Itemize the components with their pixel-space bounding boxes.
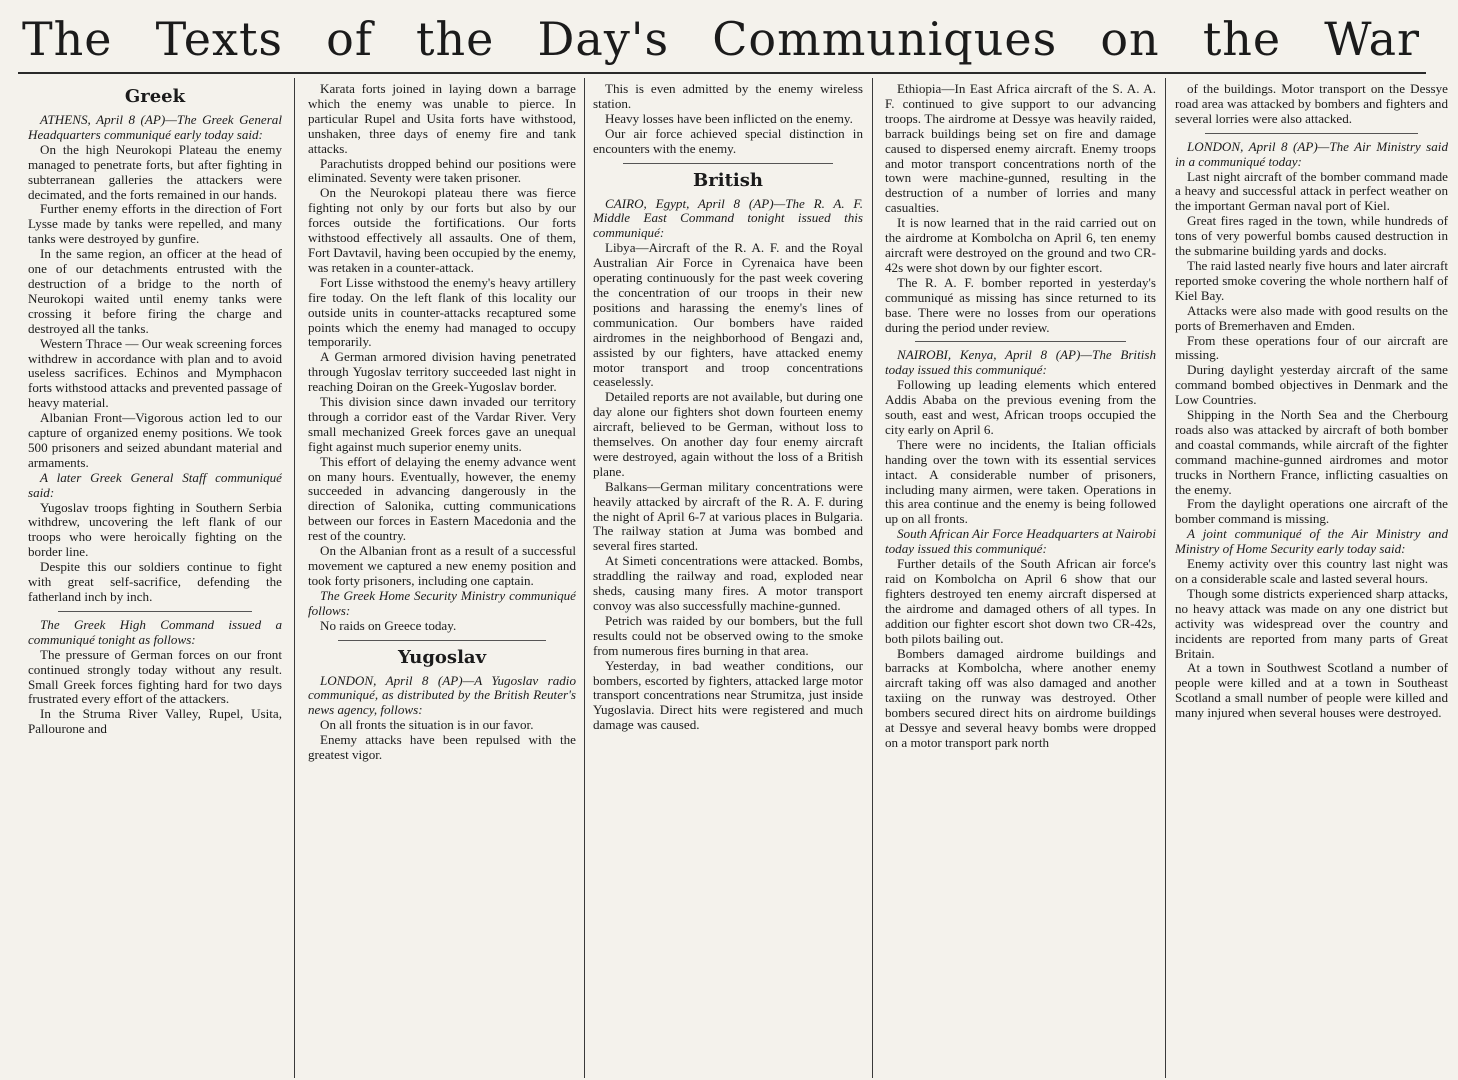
- paragraph: Parachutists dropped behind our positions were eliminated. Seventy were taken prisoner.: [308, 155, 576, 186]
- paragraph: Enemy activity over this country last night was on a considerable scale and lasted several hours.: [1175, 556, 1448, 586]
- headline-rule: [18, 72, 1426, 74]
- paragraph: A German armored division having penetrated through Yugoslav territory succeeded last night in reaching Doiran on the Greek-Yugoslav border.: [308, 349, 576, 395]
- paragraph: Libya—Aircraft of the R. A. F. and the Royal Australian Air Force in Cyrenaica have been operating continuously for the past week covering the concentration of our troops in their new positions and harassing the enemy's lines of communication. Our bombers have raided airdromes in the neighborhood of Bengazi and, assisted by our fighters, have attacked enemy motor transport and troop concentrations ceaselessly.: [593, 240, 863, 390]
- paragraph: Despite this our soldiers continue to fight with great self-sacrifice, defending the fatherland inch by inch.: [28, 559, 282, 604]
- paragraph: Further details of the South African air force's raid on Kombolcha on April 6 show that our fighters destroyed ten enemy aircraft dispersed at the airdrome and damaged others of all types. In addition our fighter escort shot down two CR-42s, both pilots bailing out.: [885, 556, 1156, 646]
- paragraph: of the buildings. Motor transport on the Dessye road area was attacked by bombers and fighters and several lorries were also attacked.: [1175, 82, 1448, 126]
- paragraph: This effort of delaying the enemy advance went on many hours. Eventually, however, the enemy succeeded in advancing dangerously in the direction of Salonika, cutting communications between our forces in Eastern Macedonia and the rest of the country.: [308, 453, 576, 544]
- paragraph: In the same region, an officer at the head of one of our detachments entrusted with the destruction of a bridge to the north of Neurokopi waited until enemy tanks were crossing it before firing the charge and destroyed all the tanks.: [28, 246, 282, 336]
- dateline: LONDON, April 8 (AP)—A Yugoslav radio communiqué, as distributed by the British Reuter's news agency, follows:: [308, 672, 576, 718]
- dateline: LONDON, April 8 (AP)—The Air Ministry said in a communiqué today:: [1175, 138, 1448, 169]
- dateline: CAIRO, Egypt, April 8 (AP)—The R. A. F. Middle East Command tonight issued this communiqué:: [593, 195, 863, 241]
- dateline: ATHENS, April 8 (AP)—The Greek General Headquarters communiqué early today said:: [28, 112, 282, 142]
- column-divider: [584, 78, 585, 1078]
- column-divider: [872, 78, 873, 1078]
- paragraph: Balkans—German military concentrations were heavily attacked by aircraft of the R. A. F. during the night of April 6-7 at various places in Bulgaria. The railway station at Juma was bombed and several fires started.: [593, 478, 863, 554]
- paragraph: This is even admitted by the enemy wireless station.: [593, 82, 863, 111]
- paragraph: On the Albanian front as a result of a successful movement we captured a new enemy position and took forty prisoners, including one captain.: [308, 543, 576, 588]
- paragraph: The raid lasted nearly five hours and later aircraft reported smoke covering the whole northern half of Kiel Bay.: [1175, 257, 1448, 303]
- paragraph: There were no incidents, the Italian officials handing over the town with its essential services intact. A considerable number of prisoners, including many airmen, were taken. Operations in this area continue and the enemy is being followed up on all fronts.: [885, 436, 1156, 527]
- dateline: NAIROBI, Kenya, April 8 (AP)—The British today issued this communiqué:: [885, 347, 1156, 378]
- section-heading: Greek: [124, 86, 186, 107]
- dateline: South African Air Force Headquarters at Nairobi today issued this communiqué:: [885, 526, 1156, 557]
- dateline: The Greek High Command issued a communiqué tonight as follows:: [28, 616, 282, 647]
- paragraph: Ethiopia—In East Africa aircraft of the S. A. A. F. continued to give support to our advancing troops. The airdrome at Dessye was heavily raided, barrack buildings being set on fire and damage caused to dispersed enemy aircraft. Enemy troops and motor transport concentrations north of the town were machine-gunned, resulting in the destruction of a number of lorries and many casualties.: [885, 82, 1156, 216]
- column-5: [1175, 82, 1448, 1078]
- column-divider: [294, 78, 295, 1078]
- paragraph: Karata forts joined in laying down a barrage which the enemy was unable to pierce. In particular Rupel and Usita forts have withstood, unshaken, three days of enemy fire and tank attacks.: [308, 82, 576, 156]
- paragraph: Detailed reports are not available, but during one day alone our fighters shot down fourteen enemy aircraft, believed to be German, without loss to themselves. On another day four enemy aircraft were destroyed, again without the loss of a British plane.: [593, 389, 863, 479]
- paragraph: No raids on Greece today.: [320, 617, 457, 633]
- paragraph: Shipping in the North Sea and the Cherbourg roads also was attacked by aircraft of both bomber and coastal commands, while aircraft of the fighter command machine-gunned airdromes and motor trucks in Northern France, inflicting casualties on the enemy.: [1175, 407, 1448, 497]
- paragraph: Further enemy efforts in the direction of Fort Lysse made by tanks were repelled, and many tanks were destroyed by gunfire.: [28, 201, 282, 247]
- column-divider: [1165, 78, 1166, 1078]
- paragraph: Yesterday, in bad weather conditions, our bombers, escorted by fighters, attacked large motor transport concentrations near Strumitza, just inside Yugoslavia. Direct hits were registered and much damage was caused.: [593, 657, 863, 733]
- column-1: [28, 82, 282, 1078]
- paragraph: The pressure of German forces on our front continued strongly today without any result. Small Greek forces fighting hard for two days frustrated every effort of the attackers.: [28, 646, 282, 707]
- paragraph: From these operations four of our aircraft are missing.: [1175, 332, 1448, 363]
- section-separator: [1205, 133, 1418, 134]
- paragraph: Albanian Front—Vigorous action led to our capture of organized enemy positions. We took 500 prisoners and seized abundant material and armaments.: [28, 410, 282, 470]
- paragraph: Last night aircraft of the bomber command made a heavy and successful attack in perfect weather on the important German naval port of Kiel.: [1175, 168, 1448, 214]
- dateline: A later Greek General Staff communiqué said:: [28, 469, 282, 500]
- paragraph: At a town in Southwest Scotland a number of people were killed and at a town in Southeast Scotland a small number of people were killed and many injured when several houses were destroyed.: [1175, 660, 1448, 721]
- paragraph: Attacks were also made with good results on the ports of Bremerhaven and Emden.: [1175, 302, 1448, 333]
- paragraph: Following up leading elements which entered Addis Ababa on the previous evening from the south, east and west, African troops occupied the city early on April 6.: [885, 377, 1156, 437]
- section-heading: Yugoslav: [397, 646, 487, 668]
- paragraph: On all fronts the situation is in our favor.: [320, 717, 534, 733]
- paragraph: In the Struma River Valley, Rupel, Usita, Pallourone and: [28, 706, 282, 737]
- section-separator: [58, 611, 252, 612]
- paragraph: Great fires raged in the town, while hundreds of tons of very powerful bombs caused destruction in the submarine building yards and docks.: [1175, 213, 1448, 259]
- dateline: A joint communiqué of the Air Ministry and Ministry of Home Security early today said:: [1175, 526, 1448, 557]
- paragraph: Our air force achieved special distinction in encounters with the enemy.: [593, 125, 863, 156]
- paragraph: Western Thrace — Our weak screening forces withdrew in accordance with plan and to avoid useless sacrifices. Echinos and Mymphacon forts withstood attacks and prevented passage of heavy material.: [28, 335, 282, 411]
- paragraph: Fort Lisse withstood the enemy's heavy artillery fire today. On the left flank of this locality our outside units in counter-attacks recaptured some points which the enemy had managed to occupy temporarily.: [308, 274, 576, 350]
- paragraph: It is now learned that in the raid carried out on the airdrome at Kombolcha on April 6, ten enemy aircraft were destroyed on the ground and two CR-42s were shot down by our fighter escort.: [885, 215, 1156, 275]
- paragraph: Though some districts experienced sharp attacks, no heavy attack was made on any one district but activity was widespread over the country and incidents are reported from many parts of Great Britain.: [1175, 585, 1448, 661]
- paragraph: On the Neurokopi plateau there was fierce fighting not only by our forts but also by our forces outside the fortifications. Our forts withstood effectively all assaults. One of them, Fort Davtavil, having been occupied by the enemy, was retaken in a counter-attack.: [308, 185, 576, 275]
- paragraph: During daylight yesterday aircraft of the same command bombed objectives in Denmark and the Low Countries.: [1175, 362, 1448, 408]
- section-separator: [338, 640, 546, 641]
- paragraph: Yugoslav troops fighting in Southern Serbia withdrew, uncovering the left flank of our troops who were heroically fighting on the border line.: [28, 499, 282, 560]
- section-separator: [623, 163, 833, 164]
- column-2: [308, 82, 576, 1078]
- paragraph: The R. A. F. bomber reported in yesterday's communiqué as missing has since returned to its base. There were no losses from our operations during the period under review.: [885, 274, 1156, 335]
- paragraph: Petrich was raided by our bombers, but the full results could not be observed owing to the smoke from numerous fires burning in that area.: [593, 612, 863, 658]
- paragraph: On the high Neurokopi Plateau the enemy managed to penetrate forts, but after fighting in subterranean galleries the attackers were decimated, and the forts remained in our hands.: [28, 141, 282, 202]
- page-headline: The Texts of the Day's Communiques on the War: [22, 12, 1420, 66]
- paragraph: Heavy losses have been inflicted on the enemy.: [605, 110, 853, 126]
- column-4: [885, 82, 1156, 1078]
- dateline: The Greek Home Security Ministry communiqué follows:: [308, 587, 576, 618]
- paragraph: Enemy attacks have been repulsed with the greatest vigor.: [308, 732, 576, 763]
- paragraph: This division since dawn invaded our territory through a corridor east of the Vardar River. Very small mechanized Greek forces gave an unequal fight against much superior enemy units.: [308, 394, 576, 454]
- section-heading: British: [693, 169, 763, 191]
- paragraph: From the daylight operations one aircraft of the bomber command is missing.: [1175, 496, 1448, 527]
- section-separator: [915, 341, 1126, 342]
- column-3: [593, 82, 863, 1078]
- paragraph: At Simeti concentrations were attacked. Bombs, straddling the railway and road, exploded near sheds, causing many fires. A motor transport convoy was also successfully machine-gunned.: [593, 553, 863, 613]
- paragraph: Bombers damaged airdrome buildings and barracks at Kombolcha, where another enemy aircraft taking off was also damaged and another taxiing on the runway was destroyed. Other bombers secured direct hits on airdrome buildings at Dessye and several heavy bombs were dropped on a motor transport park north: [885, 645, 1156, 750]
